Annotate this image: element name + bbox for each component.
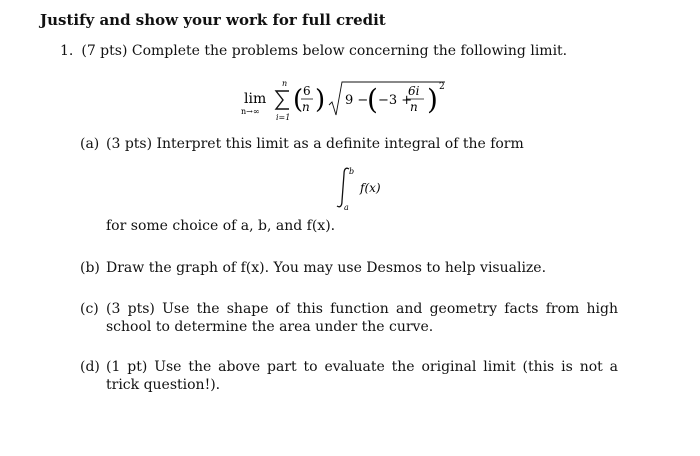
fraction-numerator: 6: [303, 84, 311, 98]
part-a-label: (a): [80, 136, 100, 152]
inner-left-paren: (: [367, 83, 378, 116]
part-d-label: (d): [80, 359, 100, 375]
exponent: 2: [439, 82, 445, 92]
lim-subscript: n→∞: [241, 107, 260, 116]
integral-lower-bound: a: [344, 203, 349, 212]
part-d-text: (1 pt) Use the above part to evaluate the original limit (this is not a trick question!).: [106, 359, 618, 393]
fraction-denominator: n: [302, 100, 310, 114]
problem-statement: [60, 43, 567, 59]
inner-right-paren: ): [427, 83, 438, 116]
integral-upper-bound: b: [349, 167, 355, 176]
sum-lower-limit: i=1: [276, 113, 291, 122]
page-heading: Justify and show your work for full credit: [40, 11, 386, 29]
integral-expression-svg: [336, 165, 406, 213]
nine-minus-text: 9 −: [345, 93, 369, 108]
sum-upper-limit: n: [282, 79, 288, 88]
part-a-text: (3 pts) Interpret this limit as a definite integral of the form: [106, 136, 524, 152]
part-c-label: (c): [80, 301, 99, 317]
part-a-followup: for some choice of a, b, and f(x).: [106, 218, 336, 234]
problem-text: (7 pts) Complete the problems below concerning the following limit.: [81, 43, 568, 59]
integral-expression: [336, 165, 406, 213]
problem-number: 1.: [60, 43, 74, 59]
part-c: [80, 300, 640, 340]
sigma-symbol: [276, 91, 289, 109]
limit-expression: [240, 78, 470, 126]
part-d: [80, 358, 640, 398]
integrand: f(x): [360, 181, 381, 195]
limit-expression-svg: [240, 78, 470, 126]
integral-sign: [337, 168, 349, 207]
right-paren: ): [315, 85, 326, 115]
minus-three-plus-text: −3 +: [378, 93, 413, 108]
part-c-text: (3 pts) Use the shape of this function and geometry facts from high school to determine the area under the curve.: [106, 301, 618, 335]
lim-text: lim: [244, 91, 267, 107]
inner-fraction-numerator: 6i: [408, 84, 420, 98]
part-b-label: (b): [80, 260, 100, 276]
part-b-text: Draw the graph of f(x). You may use Desmos to help visualize.: [106, 260, 547, 276]
left-paren: (: [293, 85, 304, 115]
inner-fraction-denominator: n: [410, 100, 418, 114]
